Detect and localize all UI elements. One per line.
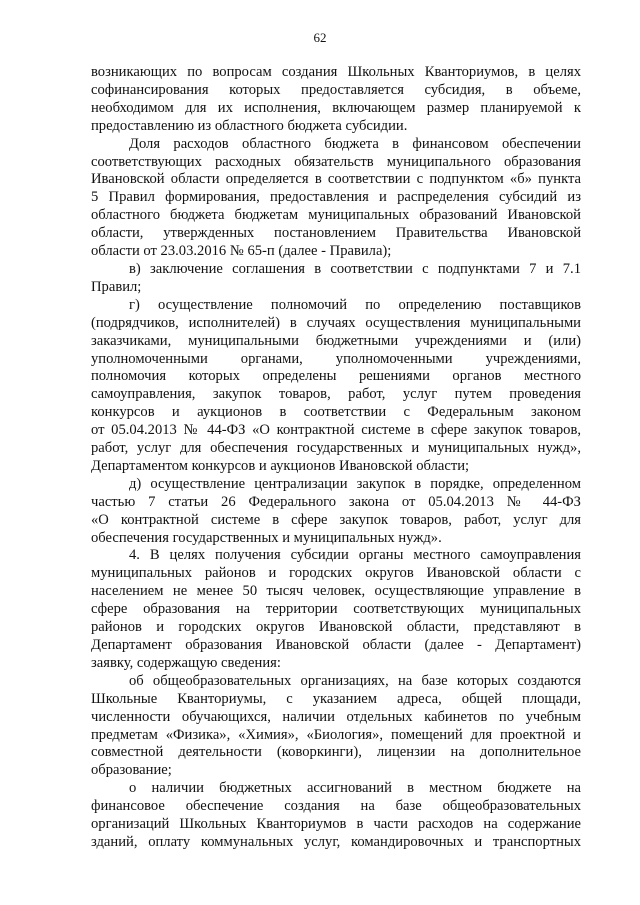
paragraph-line: муниципальных районов и городских округов Ивановской области с: [91, 565, 581, 582]
document-body: [91, 64, 581, 852]
paragraph-line: (подрядчиков, исполнителей) в случаях осуществления муниципальными: [91, 314, 581, 331]
paragraph: [91, 476, 581, 548]
paragraph-line: 4. В целях получения субсидии органы местного самоуправления: [129, 547, 581, 564]
paragraph-line: организаций Школьных Кванториумов в части расходов на содержание: [91, 816, 581, 833]
page-number: 62: [313, 30, 327, 45]
paragraph-line: соответствующих расходных обязательств муниципального образования: [91, 153, 581, 170]
paragraph: [91, 547, 581, 672]
paragraph-line: софинансирования которых предоставляется субсидия, в объеме,: [91, 81, 581, 98]
paragraph: [91, 673, 581, 780]
paragraph-line: предметам «Физика», «Химия», «Биология», помещений для проектной и: [91, 726, 581, 743]
paragraph-line: от 05.04.2013 № 44-ФЗ «О контрактной системе в сфере закупок товаров,: [91, 422, 581, 439]
paragraph-line: Доля расходов областного бюджета в финансовом обеспечении: [129, 135, 581, 152]
paragraph-line: области, утвержденных постановлением Правительства Ивановской: [91, 225, 581, 242]
paragraph-line: зданий, оплату коммунальных услуг, командировочных и транспортных: [91, 833, 581, 850]
paragraph-line: д) осуществление централизации закупок в порядке, определенном: [129, 475, 581, 492]
paragraph-line: самоуправления, закупок товаров, работ, услуг путем проведения: [91, 386, 581, 403]
paragraph-line: в) заключение соглашения в соответствии с подпунктами 7 и 7.1: [129, 260, 581, 277]
paragraph-line: необходимом для их исполнения, включающем размер планируемой к: [91, 99, 581, 116]
paragraph-line: «О контрактной системе в сфере закупок товаров, работ, услуг для: [91, 511, 581, 528]
paragraph-line: районов и городских округов Ивановской области, представляют в: [91, 619, 581, 636]
paragraph: [91, 64, 581, 136]
paragraph-line: возникающих по вопросам создания Школьных Кванториумов, в целях: [91, 64, 581, 80]
paragraph-line: образование;: [91, 762, 172, 779]
paragraph-line: Департаментом конкурсов и аукционов Ивановской области;: [91, 457, 470, 474]
paragraph: [91, 297, 581, 476]
paragraph-line: 5 Правил формирования, предоставления и распределения субсидий из: [91, 189, 581, 206]
paragraph-line: Правил;: [91, 278, 142, 295]
paragraph: [91, 780, 581, 852]
paragraph-line: работ, услуг для обеспечения государственных и муниципальных нужд»,: [91, 440, 581, 457]
paragraph-line: заказчиками, муниципальными бюджетными учреждениями и (или): [91, 332, 581, 349]
paragraph-line: Ивановской области определяется в соответствии с подпунктом «б» пункта: [91, 171, 581, 188]
paragraph-line: обеспечения государственных и муниципальных нужд».: [91, 529, 442, 546]
paragraph-line: области от 23.03.2016 № 65-п (далее - Правила);: [91, 243, 392, 260]
paragraph-line: совместной деятельности (коворкинги), лицензии на дополнительное: [91, 744, 581, 761]
paragraph-line: уполномоченными органами, уполномоченными учреждениями,: [91, 350, 581, 367]
paragraph-line: областного бюджета бюджетам муниципальных образований Ивановской: [91, 207, 581, 224]
paragraph-line: сфере образования на территории соответствующих муниципальных: [91, 601, 581, 618]
paragraph-line: Департамент образования Ивановской области (далее - Департамент): [91, 637, 581, 653]
paragraph-line: Школьные Кванториумы, с указанием адреса, общей площади,: [91, 690, 581, 707]
paragraph-line: о наличии бюджетных ассигнований в местном бюджете на: [129, 780, 581, 797]
paragraph-line: г) осуществление полномочий по определению поставщиков: [129, 296, 581, 313]
paragraph-line: численности обучающихся, наличии отдельных кабинетов по учебным: [91, 708, 581, 725]
paragraph: [91, 136, 581, 261]
paragraph-line: частью 7 статьи 26 Федерального закона от 05.04.2013 № 44-ФЗ: [91, 493, 581, 510]
paragraph-line: полномочия которых определены решениями органов местного: [91, 368, 581, 385]
paragraph-line: об общеобразовательных организациях, на базе которых создаются: [129, 672, 581, 689]
paragraph-line: населением не менее 50 тысяч человек, осуществляющие управление в: [91, 583, 581, 600]
paragraph-line: заявку, содержащую сведения:: [91, 654, 281, 671]
paragraph: [91, 261, 581, 297]
paragraph-line: предоставлению из областного бюджета субсидии.: [91, 117, 408, 134]
paragraph-line: конкурсов и аукционов в соответствии с Федеральным законом: [91, 404, 581, 421]
paragraph-line: финансовое обеспечение создания на базе общеобразовательных: [91, 798, 581, 815]
